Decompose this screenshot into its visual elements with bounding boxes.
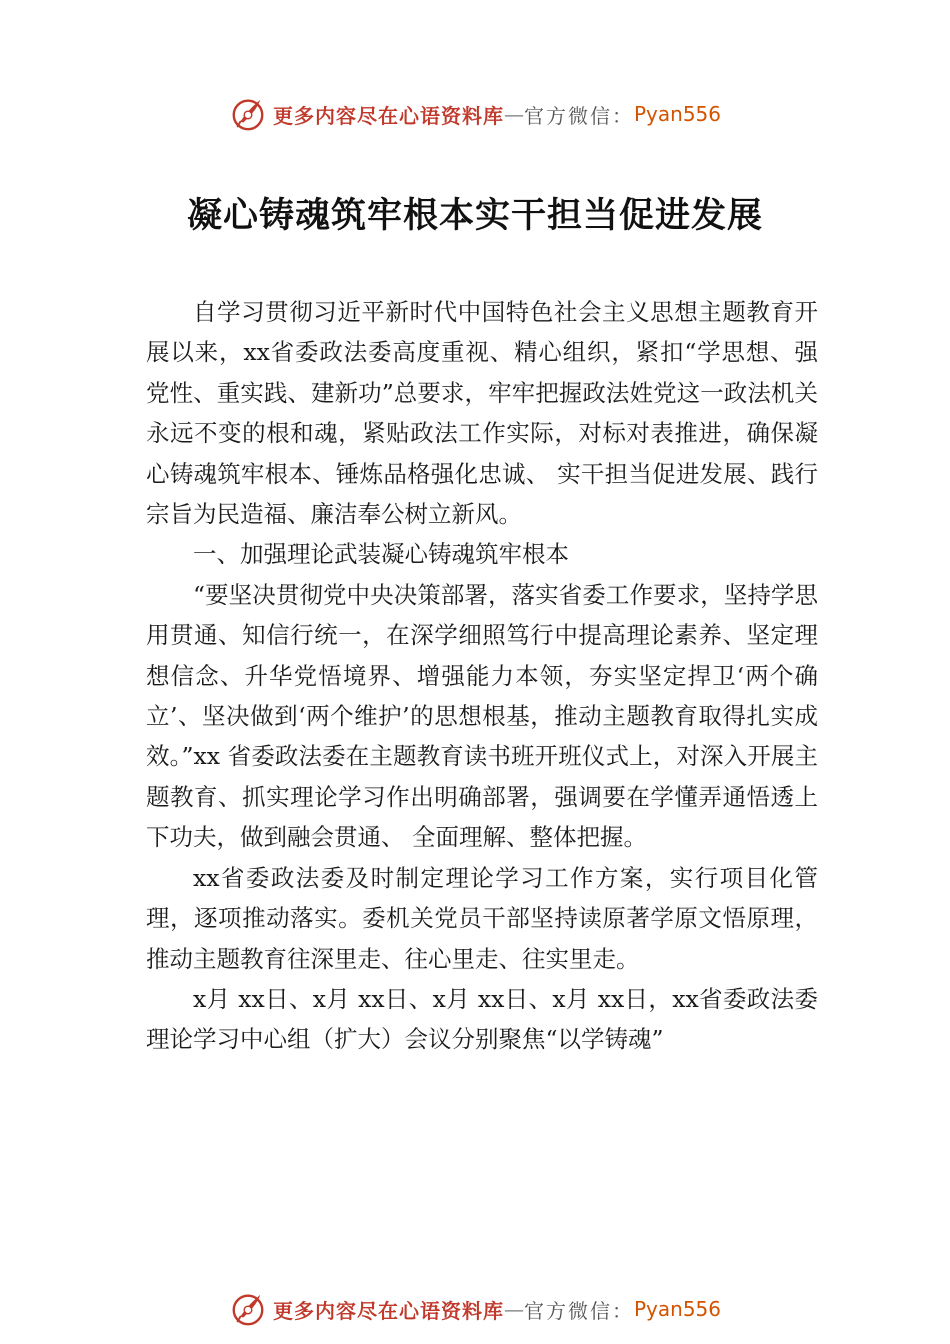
quill-seal-icon	[229, 95, 267, 133]
wechat-id: Pyan556	[633, 102, 721, 126]
document-body	[146, 292, 818, 1060]
wechat-label: 官方微信：	[523, 1298, 634, 1323]
quill-seal-icon	[229, 1290, 267, 1328]
library-brand-text: 更多内容尽在心语资料库	[272, 1298, 504, 1323]
study-plan-paragraph: xx省委政法委及时制定理论学习工作方案，实行项目化管理，逐项推动落实。委机关党员干部坚持读原著学原文悟原理，推动主题教育往深里走、往心里走、往实里走。	[146, 863, 818, 973]
intro-paragraph: 自学习贯彻习近平新时代中国特色社会主义思想主题教育开展以来，xx省委政法委高度重视、精心组织，紧扣“学思想、强党性、重实践、建新功”总要求，牢牢把握政法姓党这一政法机关永远不变的根和魂，紧贴政法工作实际，对标对表推进，确保凝心铸魂筑牢根本、锤炼品格强化忠诚、 实干担当促进发展、践行宗旨为民造福、廉洁奉公树立新风。	[146, 298, 818, 529]
banner-dash: —	[503, 102, 524, 126]
quote-paragraph: “要坚决贯彻党中央决策部署，落实省委工作要求，坚持学思用贯通、知信行统一，在深学细照笃行中提高理论素养、坚定理想信念、升华党悟境界、增强能力本领，夯实坚定捍卫‘两个确立’、坚决做到‘两个维护’的思想根基，推动主题教育取得扎实成效。”xx 省委政法委在主题教育读书班开班仪式上，对深入开展主题教育、抓实理论学习作出明确部署，强调要在学懂弄通悟透上下功夫，做到融会贯通、 全面理解、整体把握。	[146, 580, 818, 852]
meetings-paragraph: x月 xx日、x月 xx日、x月 xx日、x月 xx日，xx省委政法委理论学习中心组（扩大）会议分别聚焦“以学铸魂”	[146, 984, 818, 1054]
header-watermark-banner	[0, 92, 950, 136]
wechat-id: Pyan556	[633, 1297, 721, 1321]
footer-watermark-banner	[0, 1287, 950, 1331]
wechat-label: 官方微信：	[523, 103, 634, 128]
banner-dash: —	[503, 1297, 524, 1321]
section-heading-1: 一、加强理论武装凝心铸魂筑牢根本	[193, 540, 569, 569]
document-title: 凝心铸魂筑牢根本实干担当促进发展	[186, 195, 763, 236]
library-brand-text: 更多内容尽在心语资料库	[272, 103, 504, 128]
